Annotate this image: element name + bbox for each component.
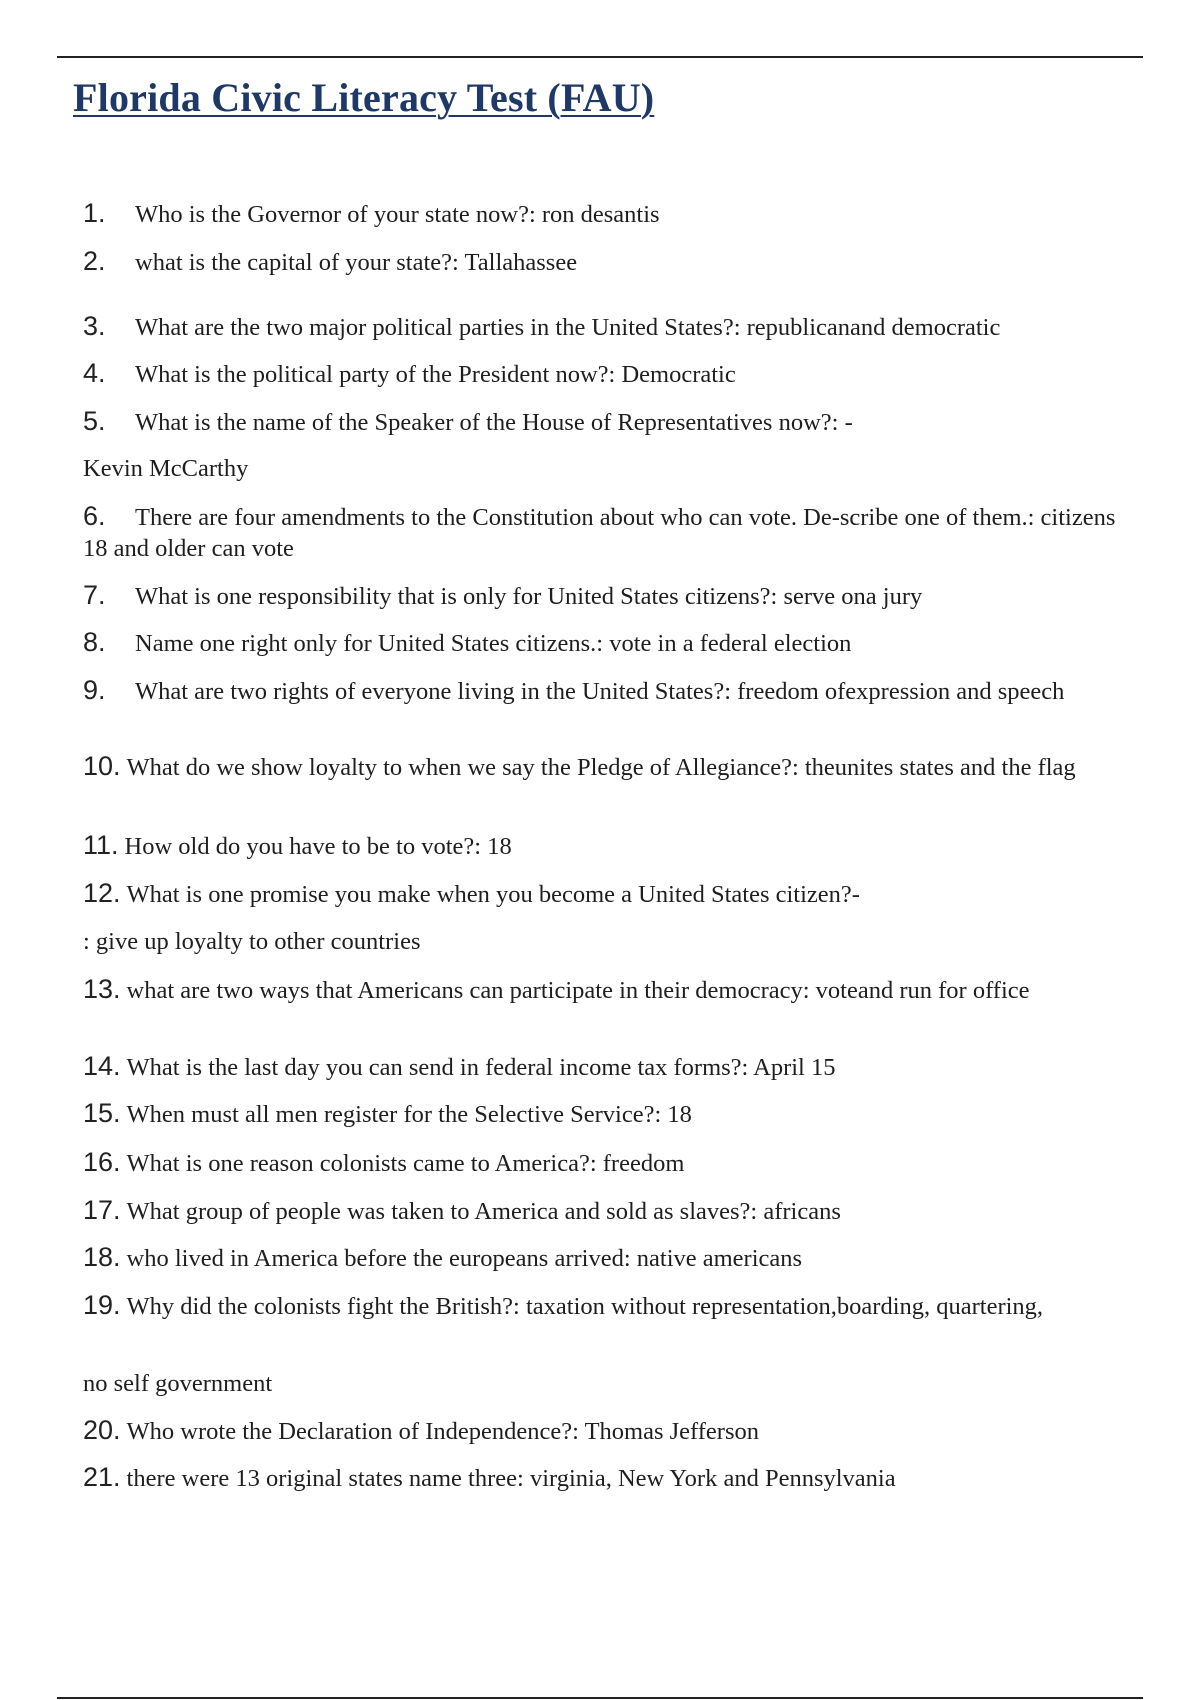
question-text: what are two ways that Americans can participate in their democracy: voteand run for office [126, 977, 1030, 1004]
question-5-continuation: Kevin McCarthy [83, 455, 249, 482]
question-text: What are the two major political parties in the United States?: republicanand democratic [135, 314, 1001, 341]
question-text: Who wrote the Declaration of Independence?: Thomas Jefferson [126, 1418, 759, 1445]
question-number: 16. [83, 1147, 121, 1177]
question-text: What is one promise you make when you become a United States citizen?- [126, 881, 860, 908]
question-text: What is the last day you can send in federal income tax forms?: April 15 [126, 1054, 836, 1081]
question-number: 13. [83, 974, 121, 1004]
question-text: There are four amendments to the Constitution about who can vote. De-scribe one of them.: citizens 18 and older can vote [83, 504, 1116, 562]
question-number: 15. [83, 1098, 121, 1128]
question-text: Who is the Governor of your state now?: ron desantis [135, 201, 660, 228]
question-number: 21. [83, 1462, 121, 1492]
question-number: 14. [83, 1051, 121, 1081]
question-20 [83, 1415, 1133, 1447]
question-number: 5. [83, 406, 106, 436]
question-17 [83, 1195, 1133, 1227]
question-number: 11. [83, 830, 119, 860]
question-9 [83, 675, 1133, 707]
bottom-rule [57, 1697, 1143, 1699]
question-text: What is the political party of the President now?: Democratic [135, 361, 736, 388]
question-text: What do we show loyalty to when we say the Pledge of Allegiance?: theunites states and the flag [126, 754, 1076, 781]
question-number: 6. [83, 501, 106, 531]
question-text: How old do you have to be to vote?: 18 [124, 833, 512, 860]
question-8 [83, 627, 1133, 659]
question-18 [83, 1242, 1133, 1274]
page-title: Florida Civic Literacy Test (FAU) [73, 75, 655, 120]
question-4 [83, 358, 1133, 390]
question-21 [83, 1462, 1133, 1494]
question-2 [83, 246, 1133, 278]
question-number: 4. [83, 358, 106, 388]
question-number: 10. [83, 751, 121, 781]
question-number: 8. [83, 627, 106, 657]
question-text: What group of people was taken to America and sold as slaves?: africans [126, 1198, 841, 1225]
question-1 [83, 198, 1133, 230]
question-text: Name one right only for United States citizens.: vote in a federal election [135, 630, 852, 657]
question-15 [83, 1098, 1133, 1130]
question-text: What is one reason colonists came to America?: freedom [126, 1150, 685, 1177]
question-16 [83, 1147, 1133, 1179]
question-6 [83, 501, 1133, 564]
question-text: there were 13 original states name three: virginia, New York and Pennsylvania [126, 1465, 896, 1492]
question-11 [83, 830, 1133, 862]
question-number: 19. [83, 1290, 121, 1320]
question-13 [83, 974, 1133, 1006]
question-7 [83, 580, 1133, 612]
question-12 [83, 878, 1133, 910]
question-number: 18. [83, 1242, 121, 1272]
question-text: What is one responsibility that is only for United States citizens?: serve ona jury [135, 583, 923, 610]
question-text: What is the name of the Speaker of the House of Representatives now?: - [135, 409, 853, 436]
question-text: Why did the colonists fight the British?: taxation without representation,boarding, quartering, [126, 1293, 1044, 1320]
question-text: who lived in America before the europeans arrived: native americans [126, 1245, 803, 1272]
question-text: When must all men register for the Selective Service?: 18 [126, 1101, 692, 1128]
question-number: 7. [83, 580, 106, 610]
question-text: What are two rights of everyone living in the United States?: freedom ofexpression and speech [135, 678, 1065, 705]
question-number: 1. [83, 198, 106, 228]
question-text: what is the capital of your state?: Tallahassee [135, 249, 578, 276]
question-5 [83, 406, 1133, 438]
question-3 [83, 311, 1133, 343]
question-19-continuation: no self government [83, 1370, 273, 1397]
question-19 [83, 1290, 1133, 1322]
question-number: 9. [83, 675, 106, 705]
question-number: 20. [83, 1415, 121, 1445]
top-rule [57, 56, 1143, 58]
question-number: 17. [83, 1195, 121, 1225]
question-12-continuation: : give up loyalty to other countries [83, 928, 421, 955]
question-10 [83, 751, 1133, 783]
question-number: 2. [83, 246, 106, 276]
question-number: 12. [83, 878, 121, 908]
question-number: 3. [83, 311, 106, 341]
question-14 [83, 1051, 1133, 1083]
